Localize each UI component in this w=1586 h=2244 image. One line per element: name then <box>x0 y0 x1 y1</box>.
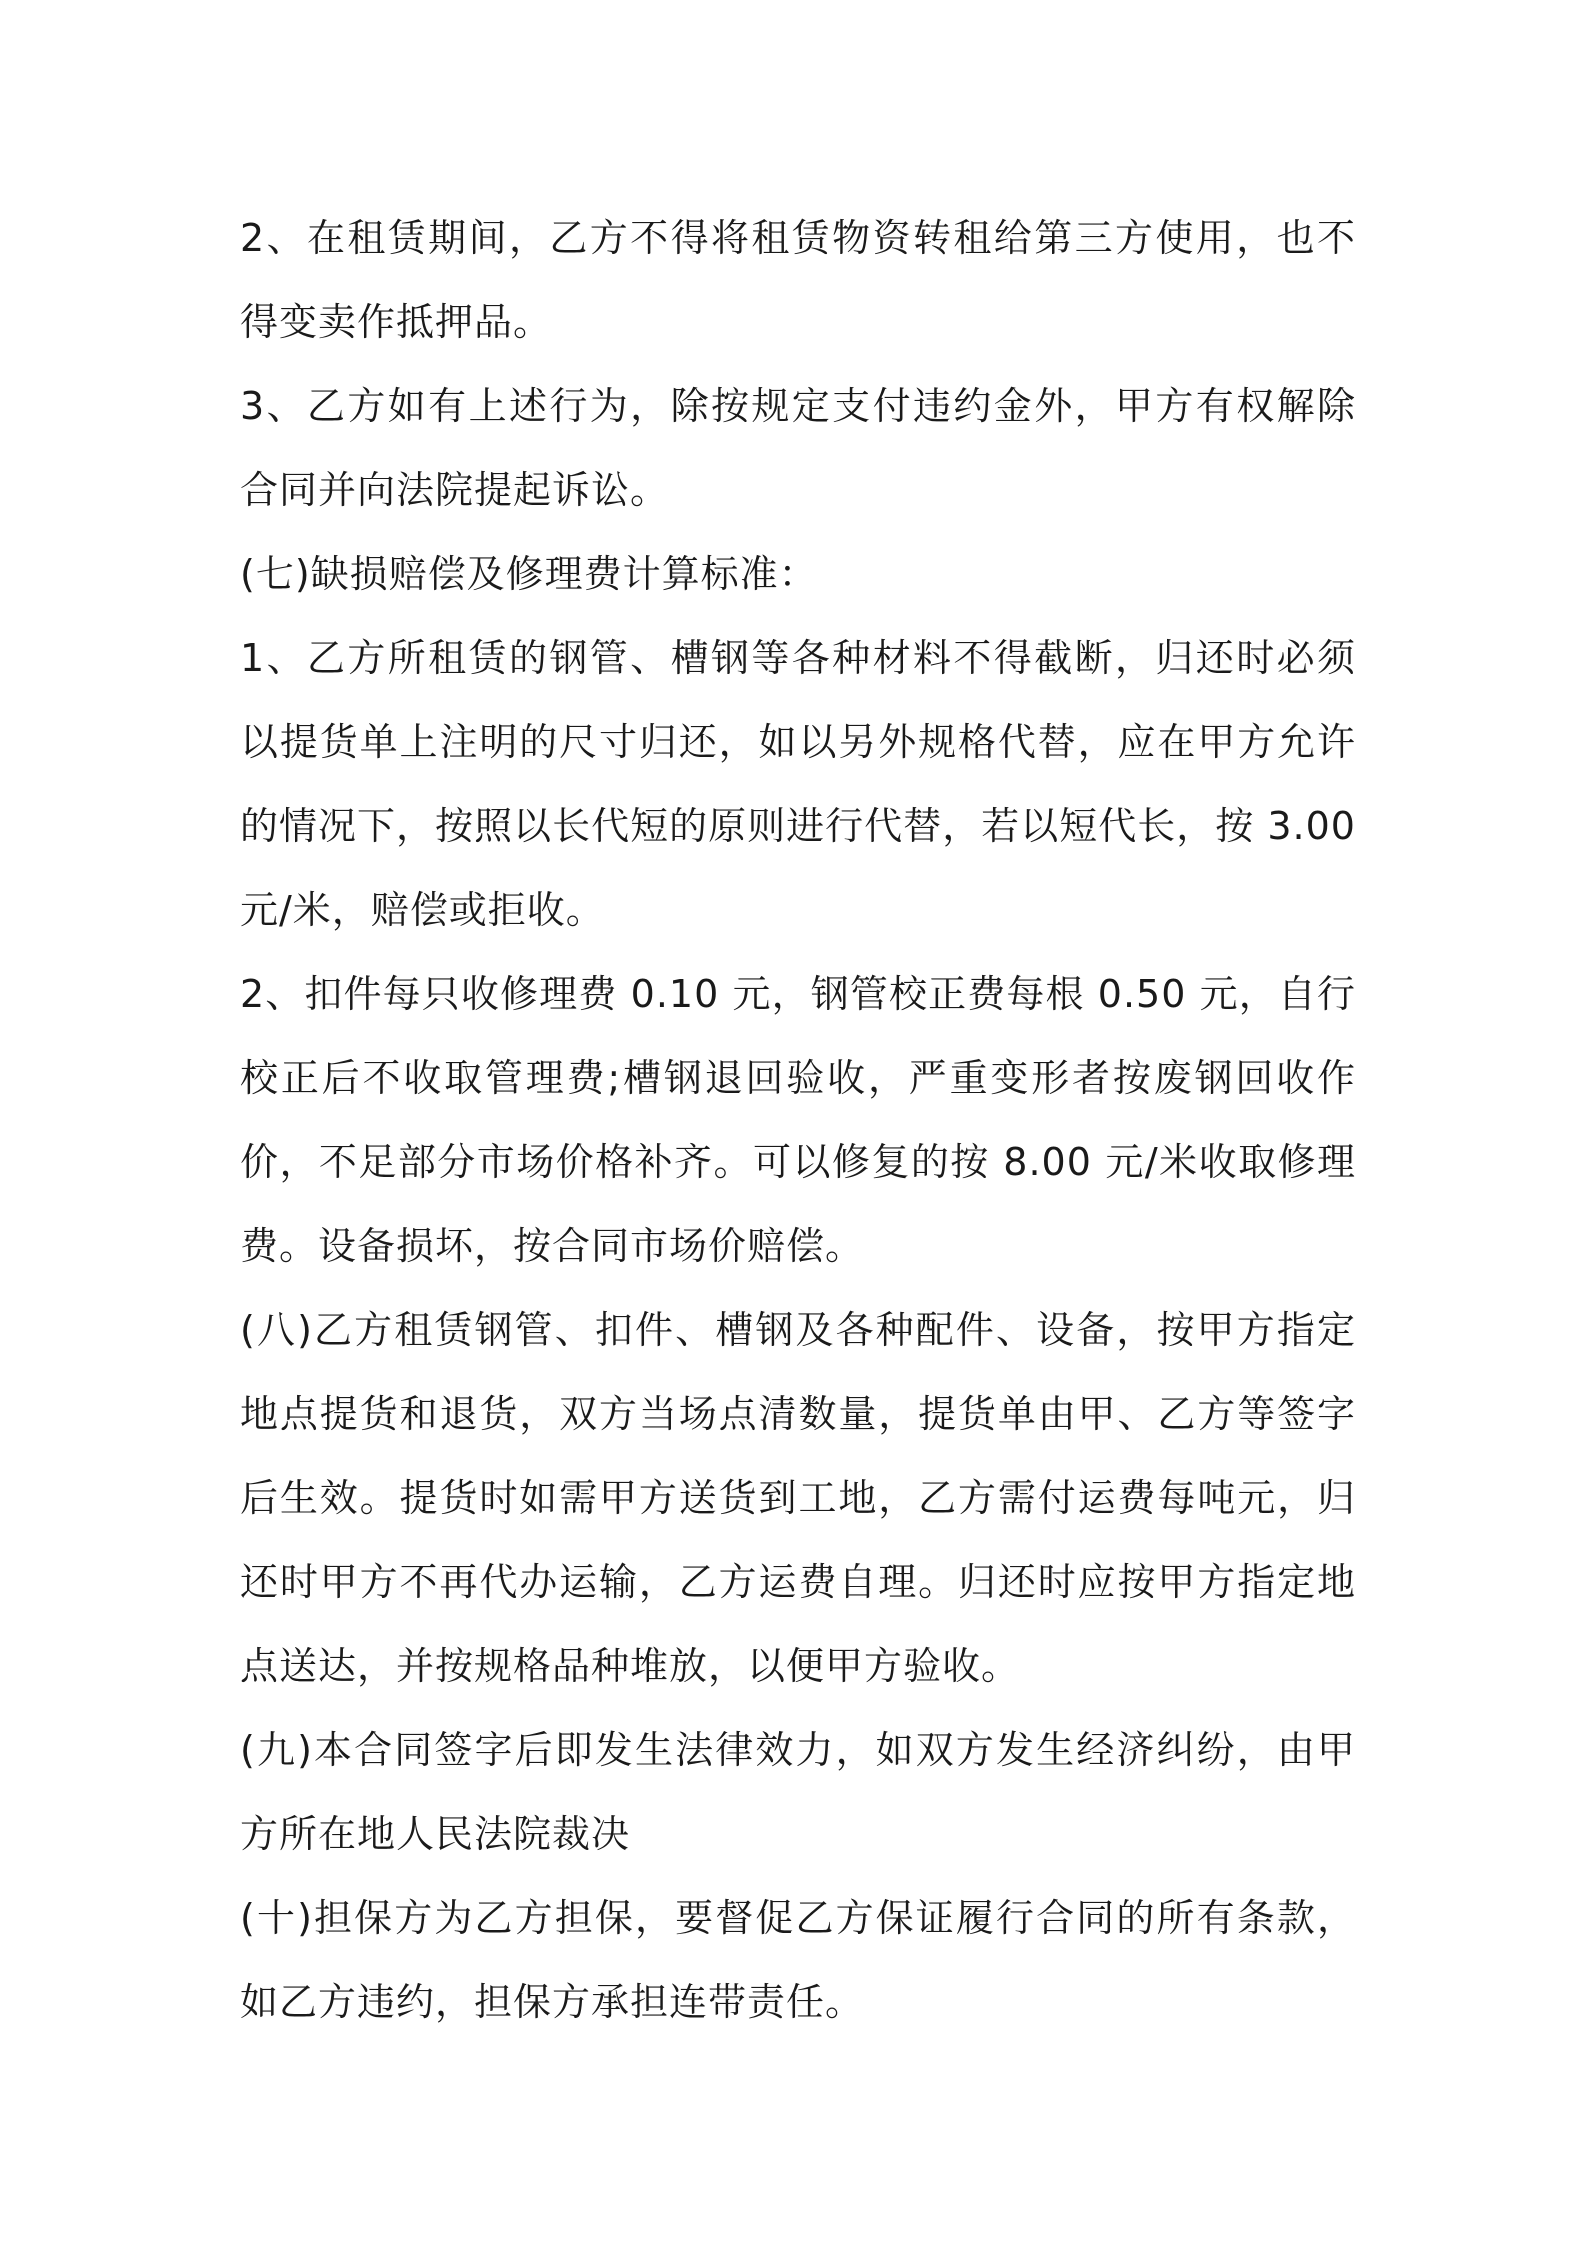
clause-9: (九)本合同签字后即发生法律效力，如双方发生经济纠纷，由甲方所在地人民法院裁决 <box>240 1728 1356 1856</box>
section-heading-7: (七)缺损赔偿及修理费计算标准： <box>240 552 818 596</box>
clause-10: (十)担保方为乙方担保，要督促乙方保证履行合同的所有条款，如乙方违约，担保方承担连带责任。 <box>240 1896 1356 2024</box>
clause-6-item-3: 3、乙方如有上述行为，除按规定支付违约金外，甲方有权解除合同并向法院提起诉讼。 <box>240 384 1356 512</box>
clause-6-item-2: 2、在租赁期间，乙方不得将租赁物资转租给第三方使用，也不得变卖作抵押品。 <box>240 216 1356 344</box>
clause-8: (八)乙方租赁钢管、扣件、槽钢及各种配件、设备，按甲方指定地点提货和退货，双方当场点清数量，提货单由甲、乙方等签字后生效。提货时如需甲方送货到工地，乙方需付运费每吨元，归还时甲方不再代办运输，乙方运费自理。归还时应按甲方指定地点送达，并按规格品种堆放，以便甲方验收。 <box>240 1308 1356 1688</box>
clause-7-item-2: 2、扣件每只收修理费 0.10 元，钢管校正费每根 0.50 元，自行校正后不收取管理费;槽钢退回验收，严重变形者按废钢回收作价，不足部分市场价格补齐。可以修复的按 8.00 元/米收取修理费。设备损坏，按合同市场价赔偿。 <box>240 972 1356 1268</box>
clause-7-item-1: 1、乙方所租赁的钢管、槽钢等各种材料不得截断，归还时必须以提货单上注明的尺寸归还，如以另外规格代替，应在甲方允许的情况下，按照以长代短的原则进行代替，若以短代长，按 3.00 元/米，赔偿或拒收。 <box>240 636 1356 932</box>
document-body <box>240 196 1356 2044</box>
